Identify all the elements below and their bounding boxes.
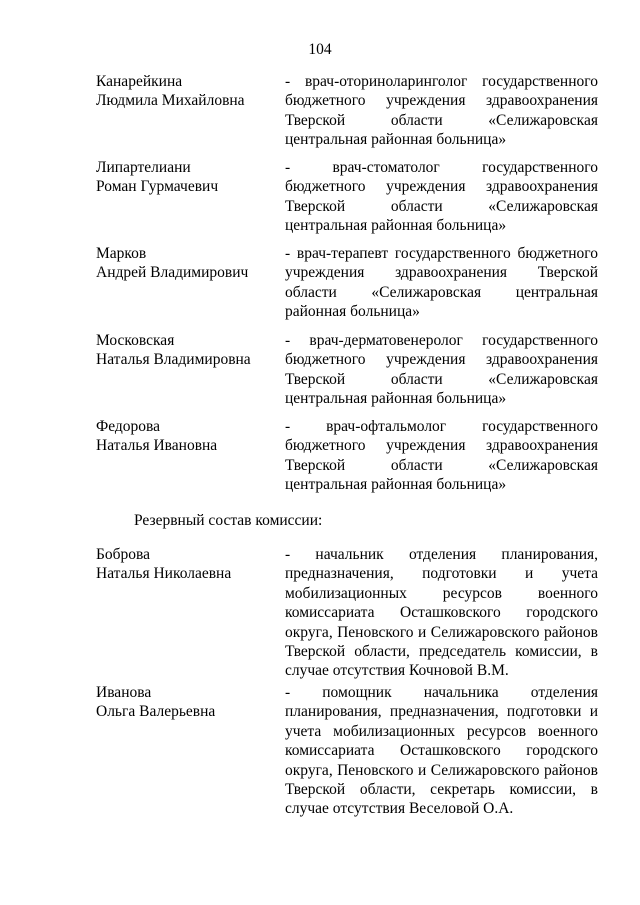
member-given-name: Ольга Валерьевна	[96, 703, 216, 721]
member-given-name: Наталья Владимировна	[96, 351, 251, 369]
member-role: - врач-оториноларинголог государственного бюджетного учреждения здравоохранения Тверской области «Селижаровская центральная районная больница»	[285, 73, 598, 149]
member-given-name: Андрей Владимирович	[96, 264, 249, 282]
member-name	[96, 545, 281, 584]
member-role: - врач-терапевт государственного бюджетного учреждения здравоохранения Тверской области «Селижаровская центральная районная больница»	[285, 245, 598, 321]
member-surname: Липартелиани	[96, 159, 191, 176]
member-name	[96, 683, 281, 722]
member-name	[96, 417, 281, 456]
member-surname: Канарейкина	[96, 73, 183, 90]
member-given-name: Роман Гурмачевич	[96, 178, 219, 196]
member-role: - начальник отделения планирования, предназначения, подготовки и учета мобилизационных ресурсов военного комиссариата Осташковского городского округа, Пеновского и Селижаровского районов Тверской области, председатель комиссии, в случае отсутствия Кочновой В.М.	[285, 546, 598, 680]
member-given-name: Людмила Михайловна	[96, 92, 245, 110]
page-number: 104	[308, 41, 332, 58]
member-name	[96, 331, 281, 370]
member-surname: Московская	[96, 332, 175, 349]
reserve-section-heading: Резервный состав комиссии:	[134, 512, 323, 529]
member-given-name: Наталья Ивановна	[96, 437, 218, 455]
member-role: - помощник начальника отделения планирования, предназначения, подготовки и учета мобилизационных ресурсов военного комиссариата Осташковского городского округа, Пеновского и Селижаровского районов Тверской области, секретарь комиссии, в случае отсутствия Веселовой О.А.	[285, 684, 598, 818]
member-given-name: Наталья Николаевна	[96, 565, 232, 583]
member-name	[96, 244, 281, 283]
member-surname: Иванова	[96, 684, 152, 701]
member-surname: Боброва	[96, 546, 151, 563]
member-surname: Марков	[96, 245, 147, 262]
member-role: - врач-дерматовенеролог государственного бюджетного учреждения здравоохранения Тверской области «Селижаровская центральная районная больница»	[285, 332, 598, 408]
member-surname: Федорова	[96, 418, 161, 435]
member-role: - врач-офтальмолог государственного бюджетного учреждения здравоохранения Тверской области «Селижаровская центральная районная больница»	[285, 418, 598, 494]
member-name	[96, 158, 281, 197]
member-role: - врач-стоматолог государственного бюджетного учреждения здравоохранения Тверской области «Селижаровская центральная районная больница»	[285, 159, 598, 235]
member-name	[96, 72, 281, 111]
